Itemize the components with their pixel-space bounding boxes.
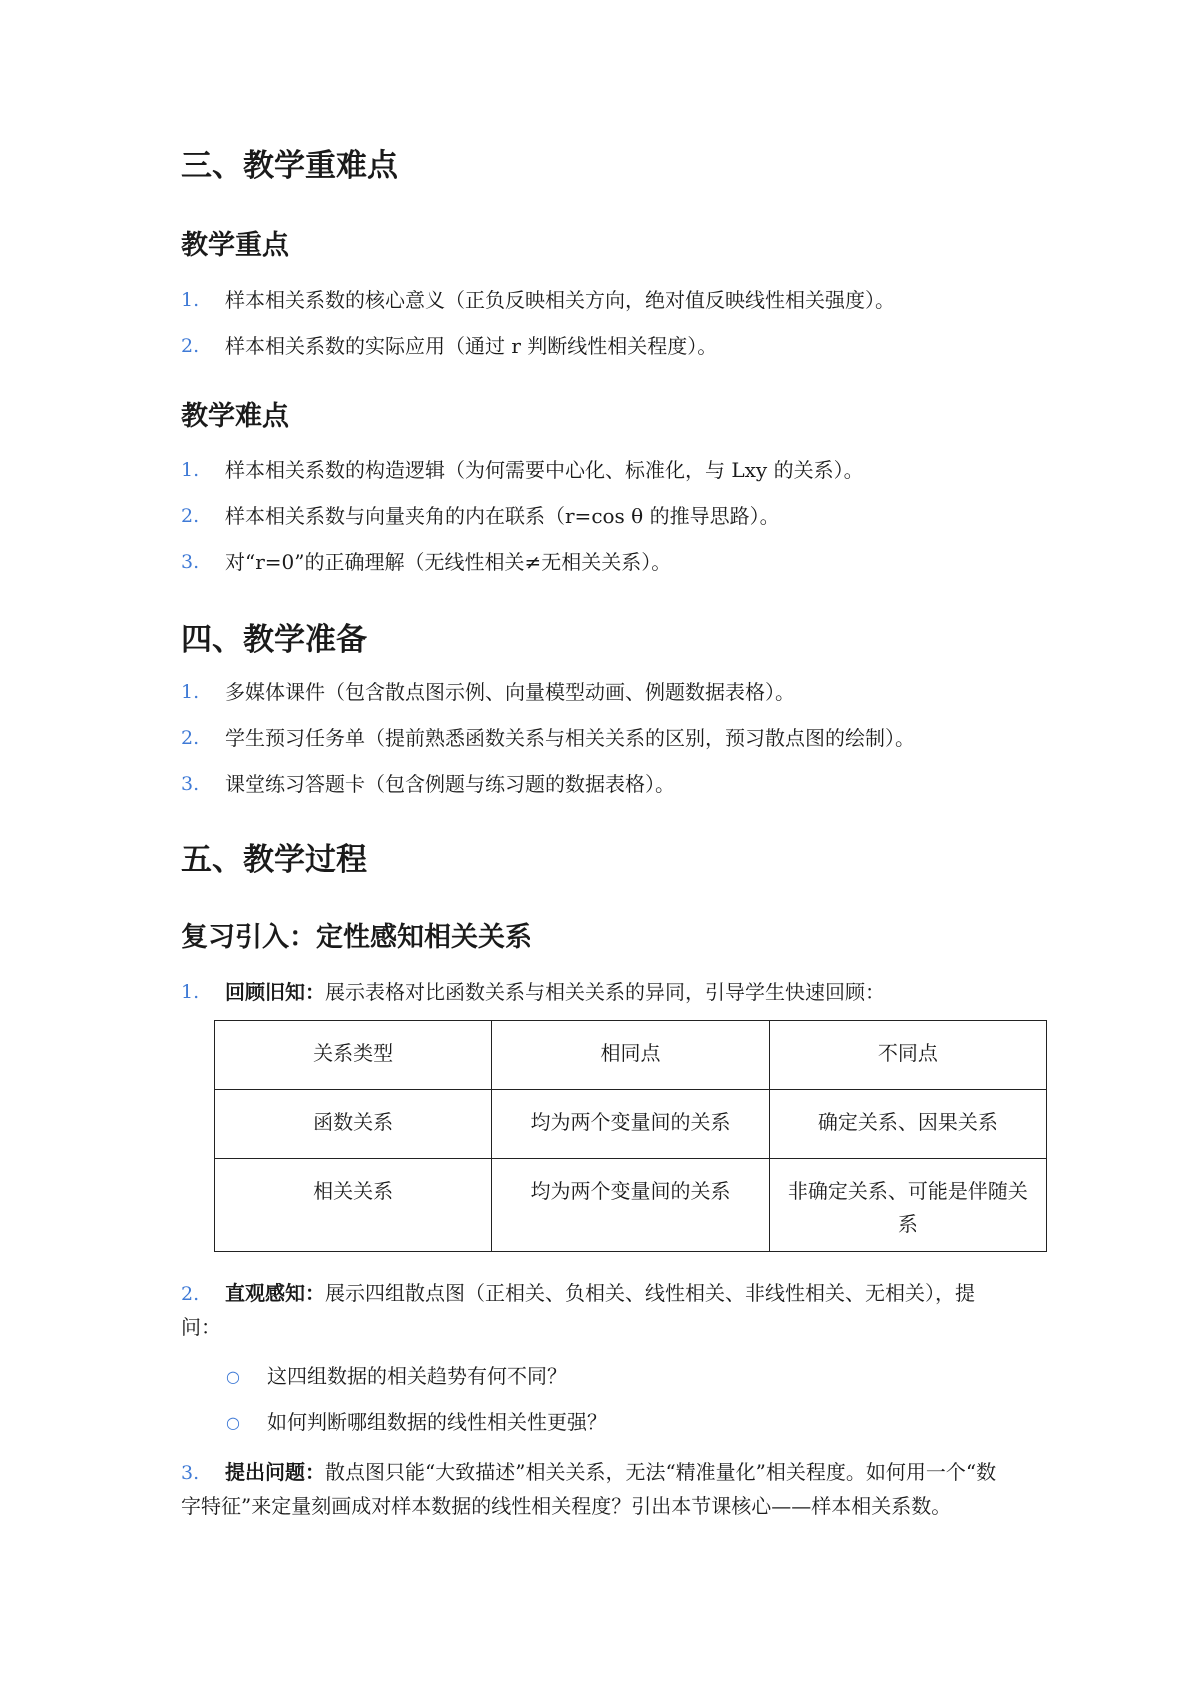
list-number: 2. xyxy=(181,727,200,749)
list-text: 样本相关系数与向量夹角的内在联系（r=cos θ 的推导思路）。 xyxy=(225,504,780,528)
table-cell: 函数关系 xyxy=(215,1090,492,1159)
step-text: 展示表格对比函数关系与相关关系的异同，引导学生快速回顾： xyxy=(325,980,885,1004)
list-number: 2. xyxy=(181,505,200,527)
table-cell: 相关关系 xyxy=(215,1159,492,1252)
list-number: 1. xyxy=(181,681,200,703)
step-label: 提出问题： xyxy=(225,1460,325,1484)
step-text: 散点图只能“大致描述”相关关系，无法“精准量化”相关程度。如何用一个“数字特征”来定量刻画成对样本数据的线性相关程度？引出本节课核心——样本相关系数。 xyxy=(181,1460,997,1518)
table-cell: 均为两个变量间的关系 xyxy=(492,1090,769,1159)
table-header-row xyxy=(215,1021,1047,1090)
list-number: 3. xyxy=(181,773,200,795)
subsection-title-difficult-points: 教学难点 xyxy=(181,401,289,432)
list-text: 样本相关系数的核心意义（正负反映相关方向，绝对值反映线性相关强度）。 xyxy=(225,288,895,312)
table-cell: 均为两个变量间的关系 xyxy=(492,1159,769,1252)
comparison-table xyxy=(214,1020,1047,1252)
list-text: 多媒体课件（包含散点图示例、向量模型动画、例题数据表格）。 xyxy=(225,680,795,704)
table-header-cell: 关系类型 xyxy=(215,1021,492,1090)
list-number: 1. xyxy=(181,981,200,1003)
table-header-cell: 不同点 xyxy=(769,1021,1046,1090)
table-cell: 非确定关系、可能是伴随关系 xyxy=(769,1159,1046,1252)
list-text: 样本相关系数的实际应用（通过 r 判断线性相关程度）。 xyxy=(225,334,718,358)
section-title-process: 五、教学过程 xyxy=(181,842,367,878)
list-text xyxy=(225,976,885,1009)
table-header-cell: 相同点 xyxy=(492,1021,769,1090)
list-text: 课堂练习答题卡（包含例题与练习题的数据表格）。 xyxy=(225,772,675,796)
section-title-difficulties: 三、教学重难点 xyxy=(181,148,398,184)
subsection-title-key-points: 教学重点 xyxy=(181,230,289,261)
subsection-title-review: 复习引入：定性感知相关关系 xyxy=(181,922,532,953)
sub-list-text: 这四组数据的相关趋势有何不同？ xyxy=(267,1364,567,1388)
list-text: 样本相关系数的构造逻辑（为何需要中心化、标准化，与 Lxy 的关系）。 xyxy=(225,458,864,482)
step-label: 回顾旧知： xyxy=(225,980,325,1004)
list-number: 1. xyxy=(181,289,200,311)
sub-list-text: 如何判断哪组数据的线性相关性更强？ xyxy=(267,1410,607,1434)
list-text: 学生预习任务单（提前熟悉函数关系与相关关系的区别，预习散点图的绘制）。 xyxy=(225,726,915,750)
table-row xyxy=(215,1159,1047,1252)
list-number: 2. xyxy=(181,335,200,357)
step-label: 直观感知： xyxy=(225,1281,325,1305)
list-item xyxy=(181,1456,1011,1523)
table-cell: 确定关系、因果关系 xyxy=(769,1090,1046,1159)
list-text: 对“r=0”的正确理解（无线性相关≠无相关关系）。 xyxy=(225,550,672,574)
list-number: 1. xyxy=(181,459,200,481)
section-title-preparation: 四、教学准备 xyxy=(181,622,367,658)
circle-bullet-icon: ○ xyxy=(226,1367,240,1386)
list-number: 3. xyxy=(181,551,200,573)
list-item xyxy=(181,1277,1011,1344)
step-text: 展示四组散点图（正相关、负相关、线性相关、非线性相关、无相关），提问： xyxy=(181,1281,975,1339)
list-number: 3. xyxy=(181,1462,200,1484)
list-number: 2. xyxy=(181,1283,200,1305)
table-row xyxy=(215,1090,1047,1159)
circle-bullet-icon: ○ xyxy=(226,1413,240,1432)
